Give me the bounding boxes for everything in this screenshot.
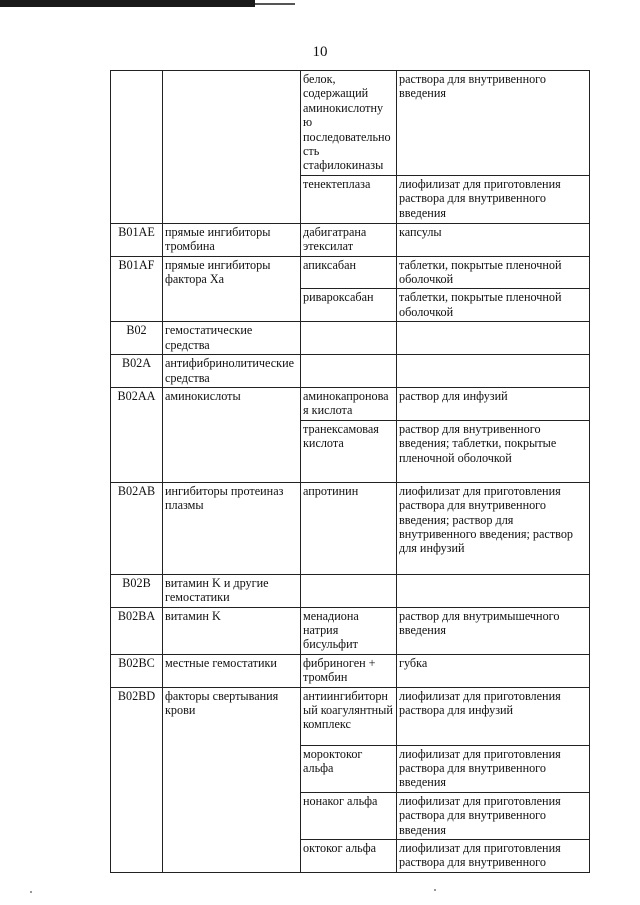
group-cell: аминокислоты [163,387,301,482]
atc-code-cell: B01AF [111,256,163,322]
atc-code-cell: B01AE [111,223,163,256]
dosage-form-cell [397,355,590,388]
scan-speck [30,891,32,893]
atc-code-cell: B02AB [111,482,163,574]
table-row [111,71,590,176]
group-cell: факторы свертывания крови [163,687,301,872]
scan-speck [434,889,436,891]
dosage-form-cell: раствор для инфузий [397,387,590,420]
group-cell: ингибиторы протеиназ плазмы [163,482,301,574]
table-row [111,607,590,654]
table-row [111,387,590,420]
dosage-form-cell [397,574,590,607]
drug-name-cell: транексамовая кислота [301,420,397,482]
table-row [111,223,590,256]
drug-name-cell: апиксабан [301,256,397,289]
dosage-form-cell: таблетки, покрытые пленочной оболочкой [397,289,590,322]
dosage-form-cell: раствора для внутривенного введения [397,71,590,176]
dosage-form-cell: лиофилизат для приготовления раствора для внутривенного [397,840,590,873]
table-row [111,355,590,388]
table-row [111,322,590,355]
page-number: 10 [312,44,328,60]
drug-name-cell: менадиона натрия бисульфит [301,607,397,654]
group-cell: прямые ингибиторы тромбина [163,223,301,256]
dosage-form-cell: лиофилизат для приготовления раствора для внутривенного введения [397,792,590,839]
drug-name-cell: апротинин [301,482,397,574]
dosage-form-cell: лиофилизат для приготовления раствора для внутривенного введения [397,745,590,792]
group-cell: витамин K и другие гемостатики [163,574,301,607]
table-row [111,687,590,745]
drug-name-cell: антиингибиторн ый коагулянтный комплекс [301,687,397,745]
dosage-form-cell: губка [397,654,590,687]
atc-code-cell: B02BC [111,654,163,687]
drug-name-cell: аминокапронова я кислота [301,387,397,420]
atc-code-cell: B02 [111,322,163,355]
group-cell: местные гемостатики [163,654,301,687]
dosage-form-cell: капсулы [397,223,590,256]
dosage-form-cell: лиофилизат для приготовления раствора для внутривенного введения; раствор для внутривенного введения; раствор для инфузий [397,482,590,574]
drug-name-cell: нонаког альфа [301,792,397,839]
table-row [111,654,590,687]
dosage-form-cell: лиофилизат для приготовления раствора для внутривенного введения [397,175,590,223]
atc-code-cell: B02A [111,355,163,388]
table-row [111,574,590,607]
drug-name-cell: дабигатрана этексилат [301,223,397,256]
atc-code-cell: B02BD [111,687,163,872]
dosage-form-cell: раствор для внутривенного введения; таблетки, покрытые пленочной оболочкой [397,420,590,482]
group-cell: антифибринолитические средства [163,355,301,388]
group-cell [163,71,301,224]
table-row [111,256,590,289]
group-cell: гемостатические средства [163,322,301,355]
drug-classification-table [110,70,590,873]
dosage-form-cell: лиофилизат для приготовления раствора для инфузий [397,687,590,745]
drug-name-cell [301,574,397,607]
drug-name-cell [301,355,397,388]
table-row [111,482,590,574]
drug-name-cell: ривароксабан [301,289,397,322]
scan-edge-line [255,3,295,5]
dosage-form-cell [397,322,590,355]
drug-name-cell: мороктоког альфа [301,745,397,792]
group-cell: витамин K [163,607,301,654]
atc-code-cell: B02AA [111,387,163,482]
drug-name-cell: белок, содержащий аминокислотну ю последовательно сть стафилокиназы [301,71,397,176]
dosage-form-cell: раствор для внутримышечного введения [397,607,590,654]
scan-edge-bar [0,0,255,7]
group-cell: прямые ингибиторы фактора Xa [163,256,301,322]
drug-name-cell [301,322,397,355]
atc-code-cell [111,71,163,224]
drug-name-cell: октоког альфа [301,840,397,873]
atc-code-cell: B02BA [111,607,163,654]
dosage-form-cell: таблетки, покрытые пленочной оболочкой [397,256,590,289]
drug-name-cell: тенектеплаза [301,175,397,223]
atc-code-cell: B02B [111,574,163,607]
drug-name-cell: фибриноген + тромбин [301,654,397,687]
